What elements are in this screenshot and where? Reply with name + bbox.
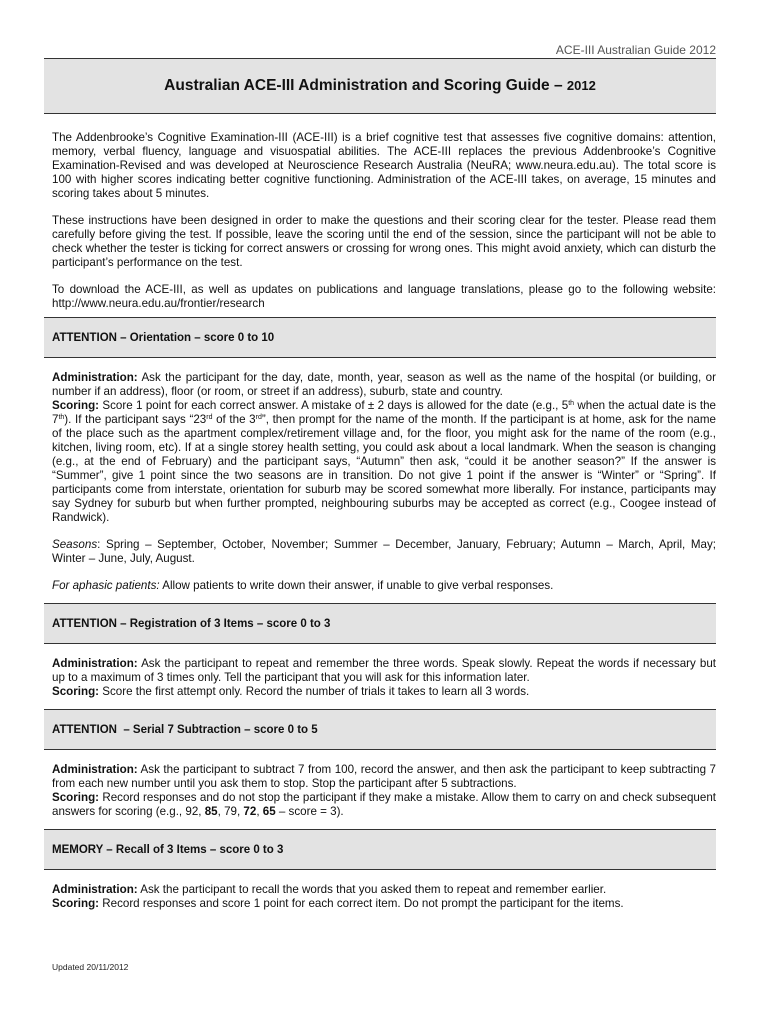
administration-label: Administration: (52, 763, 138, 776)
seasons-label: Seasons (52, 538, 98, 551)
section-heading-recall: MEMORY – Recall of 3 Items – score 0 to 3 (44, 829, 716, 870)
superscript-th: th (568, 400, 575, 407)
serial7-scoring-text-a: Record responses and do not stop the participant if they make a mistake. Allow them to carry on and check subsequent answers for scoring (e.g., 92, (52, 791, 716, 818)
scoring-label: Scoring: (52, 399, 100, 412)
registration-scoring-text: Score the first attempt only. Record the number of trials it takes to learn all 3 words. (99, 685, 530, 698)
intro-paragraph-1: The Addenbrooke’s Cognitive Examination-III (ACE-III) is a brief cognitive test that assesses five cognitive domains: attention, memory, verbal fluency, language and visuospatial abilities. The ACE-III replaces the previous Addenbrooke’s Cognitive Examination-Revised and was developed at Neuroscience Research Australia (NeuRA; www.neura.edu.au). The total score is 100 with higher scores indicating better cognitive functioning. Administration of the ACE-III takes, on average, 15 minutes and scoring takes about 5 minutes. (52, 131, 716, 200)
recall-administration-text: Ask the participant to recall the words that you asked them to repeat and remember earlier. (137, 883, 607, 896)
running-header: ACE-III Australian Guide 2012 (555, 43, 716, 57)
footer-updated: Updated 20/11/2012 (52, 962, 129, 972)
document-title (164, 77, 596, 95)
scoring-label: Scoring: (52, 791, 100, 804)
administration-label: Administration: (52, 657, 138, 670)
orientation-scoring-text-a: Score 1 point for each correct answer. A mistake of ± 2 days is allowed for the date (e.g., 5 (99, 399, 569, 412)
orientation-scoring-text-d: of the 3 (212, 413, 256, 426)
serial7-body (52, 763, 716, 819)
superscript-rd-2: rd (255, 414, 262, 421)
orientation-administration (52, 371, 716, 525)
title-banner (44, 58, 716, 114)
orientation-scoring-text-e: ”, then prompt for the name of the month. If the participant is at home, ask for the name of the place such as the apartment complex/retirement village and, for the floor, you might ask for the name of the room (e.g., kitchen, living room, etc). If at a single storey health setting, you could ask about a local landmark. When the season is changing (e.g., at the end of February) and the participant says, “Autumn” then ask, “could it be another season?” If the answer is “Summer”, give 1 point since the two seasons are in transition. Do not give 1 point if the answer is “Winter” or “Spring”. If participants come from interstate, orientation for suburb may be scored somewhat more liberally. For instance, participants may say Sydney for suburb but when further prompted, neighbouring suburbs may be accepted as correct (e.g., Coogee instead of Randwick). (52, 413, 716, 524)
intro-paragraph-2: These instructions have been designed in order to make the questions and their scoring clear for the tester. Please read them carefully before giving the test. If possible, leave the scoring until the end of the session, since the participant will not be able to check whether the tester is ticking for correct answers or crossing for wrong ones. This might avoid anxiety, which can disturb the participant’s performance on the test. (52, 214, 716, 269)
seasons-text: : Spring – September, October, November; Summer – December, January, February; Autumn – March, April, May; Winter – June, July, August. (52, 538, 716, 565)
registration-administration-text: Ask the participant to repeat and remember the three words. Speak slowly. Repeat the words if necessary but up to a maximum of 3 times only. Tell the participant that you will ask for this information later. (52, 657, 716, 684)
section-heading-registration: ATTENTION – Registration of 3 Items – score 0 to 3 (44, 603, 716, 644)
serial7-scoring-text-d: – score = 3). (275, 805, 344, 818)
title-main: Australian ACE-III Administration and Scoring Guide (164, 77, 550, 94)
recall-body (52, 883, 716, 911)
recall-scoring-text: Record responses and score 1 point for each correct item. Do not prompt the participant for the items. (99, 897, 624, 910)
orientation-scoring-text-b: when the actual date is the 7 (52, 399, 716, 426)
intro-paragraph-3: To download the ACE-III, as well as updates on publications and language translations, please go to the following website: http://www.neura.edu.au/frontier/research (52, 283, 716, 310)
superscript-th-2: th (58, 414, 65, 421)
title-dash: – (549, 77, 567, 94)
title-year: 2012 (566, 78, 596, 93)
scoring-label: Scoring: (52, 897, 100, 910)
superscript-rd: rd (206, 414, 213, 421)
serial7-correct-65: 65 (262, 805, 276, 818)
section-heading-orientation: ATTENTION – Orientation – score 0 to 10 (44, 317, 716, 358)
serial7-correct-72: 72 (243, 805, 257, 818)
orientation-seasons (52, 538, 716, 566)
serial7-correct-85: 85 (204, 805, 218, 818)
aphasic-text: Allow patients to write down their answer, if unable to give verbal responses. (159, 579, 554, 592)
administration-label: Administration: (52, 371, 138, 384)
orientation-aphasic (52, 579, 716, 593)
document-body (52, 131, 716, 911)
aphasic-label: For aphasic patients: (52, 579, 160, 592)
registration-body (52, 657, 716, 699)
serial7-scoring-text-c: , (256, 805, 263, 818)
administration-label: Administration: (52, 883, 138, 896)
scoring-label: Scoring: (52, 685, 100, 698)
orientation-scoring-text-c: ). If the participant says “23 (64, 413, 207, 426)
section-heading-serial7: ATTENTION – Serial 7 Subtraction – score 0 to 5 (44, 709, 716, 750)
orientation-administration-text: Ask the participant for the day, date, month, year, season as well as the name of the hospital (or building, or number if an address), floor (or room, or street if an address), suburb, state and country. (52, 371, 716, 398)
serial7-administration-text: Ask the participant to subtract 7 from 100, record the answer, and then ask the participant to keep subtracting 7 from each new number until you ask them to stop. Stop the participant after 5 subtractions. (52, 763, 716, 790)
serial7-scoring-text-b: , 79, (217, 805, 244, 818)
